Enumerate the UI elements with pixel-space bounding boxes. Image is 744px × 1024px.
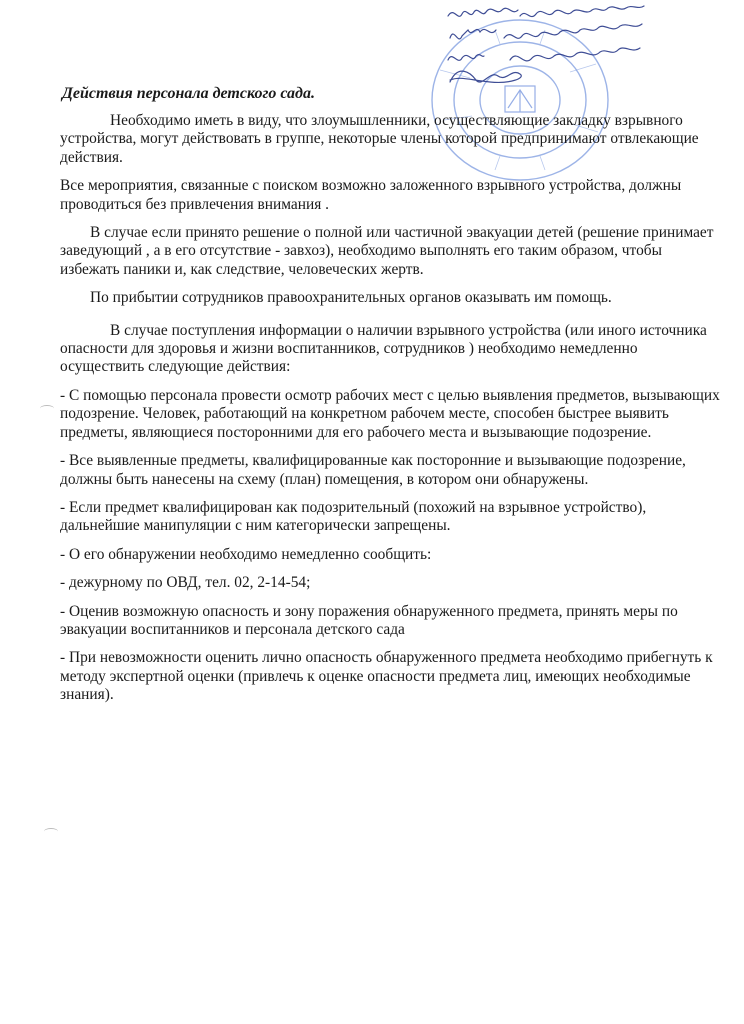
list-item: - Все выявленные предметы, квалифицированные как посторонние и вызывающие подозрение, должны быть нанесены на схему (план) помещения, в котором они обнаружены. <box>60 452 686 488</box>
paragraph: По прибытии сотрудников правоохранительных органов оказывать им помощь. <box>90 289 612 307</box>
scan-mark <box>40 405 54 412</box>
list-item: - дежурному по ОВД, тел. 02, 2-14-54; <box>60 574 311 592</box>
list-item: - О его обнаружении необходимо немедленно сообщить: <box>60 545 432 563</box>
paragraph: В случае поступления информации о наличии взрывного устройства (или иного источника опасности для здоровья и жизни воспитанников, сотрудников ) необходимо немедленно осуществить следующие действия: <box>60 321 707 376</box>
document-title: Действия персонала детского сада. <box>62 85 315 102</box>
handwritten-signature <box>440 2 740 92</box>
list-item: - Оценив возможную опасность и зону поражения обнаруженного предмета, принять меры по эвакуации воспитанников и персонала детского сада <box>60 602 678 638</box>
paragraph: Необходимо иметь в виду, что злоумышленники, осуществляющие закладку взрывного устройства, могут действовать в группе, некоторые члены которой предпринимают отвлекающие действия. <box>60 112 699 166</box>
list-item: - С помощью персонала провести осмотр рабочих мест с целью выявления предметов, вызывающих подозрение. Человек, работающий на конкретном рабочем месте, способен быстрее выявить предметы, являющиеся посторонними для его рабочего места и вызывающие подозрение. <box>60 386 720 441</box>
scan-mark <box>44 828 58 835</box>
document-body <box>60 112 720 715</box>
paragraph: В случае если принято решение о полной или частичной эвакуации детей (решение принимает заведующий , а в его отсутствие - завхоз), необходимо выполнять его таким образом, чтобы избежать паники и, как следствие, человеческих жертв. <box>60 224 714 278</box>
paragraph: Все мероприятия, связанные с поиском возможно заложенного взрывного устройства, должны проводиться без привлечения внимания . <box>60 177 682 213</box>
list-item: - При невозможности оценить лично опасность обнаруженного предмета необходимо прибегнуть к методу экспертной оценки (привлечь к оценке опасности предмета лиц, имеющих необходимые знания). <box>60 649 713 704</box>
list-item: - Если предмет квалифицирован как подозрительный (похожий на взрывное устройство), дальнейшие манипуляции с ним категорически запрещены. <box>60 498 647 535</box>
